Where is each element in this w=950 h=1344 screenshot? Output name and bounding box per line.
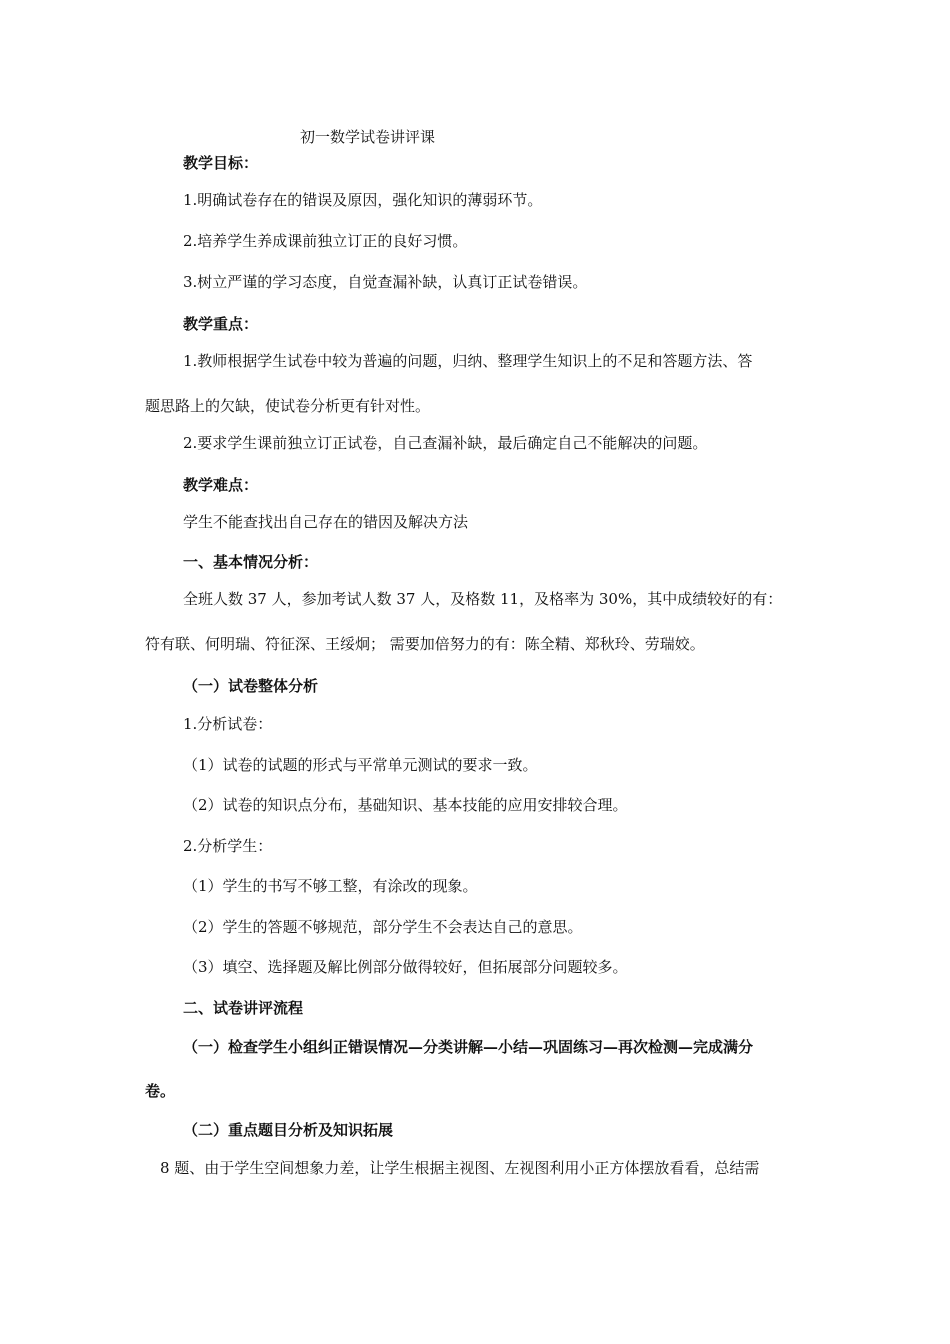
objectives-heading: 教学目标： <box>183 154 259 172</box>
student-analysis-item: （3）填空、选择题及解比例部分做得较好，但拓展部分问题较多。 <box>183 958 628 976</box>
difficulties-heading: 教学难点： <box>183 476 259 494</box>
difficulty-text: 学生不能查找出自己存在的错因及解决方法 <box>183 513 469 531</box>
student-analysis-heading: 2.分析学生： <box>183 837 273 855</box>
question-analysis-text: 8 题、由于学生空间想象力差，让学生根据主视图、左视图利用小正方体摆放看看，总结需 <box>160 1159 760 1177</box>
student-analysis-item: （1）学生的书写不够工整，有涂改的现象。 <box>183 877 478 895</box>
objective-item: 2.培养学生养成课前独立订正的良好习惯。 <box>183 232 468 250</box>
objective-item: 1.明确试卷存在的错误及原因，强化知识的薄弱环节。 <box>183 191 543 209</box>
paper-analysis-item: （2）试卷的知识点分布，基础知识、基本技能的应用安排较合理。 <box>183 796 628 814</box>
process-text: （一）检查学生小组纠正错误情况—分类讲解—小结—巩固练习—再次检测—完成满分 <box>183 1038 754 1056</box>
student-analysis-item: （2）学生的答题不够规范，部分学生不会表达自己的意思。 <box>183 918 583 936</box>
key-point-text: 2.要求学生课前独立订正试卷，自己查漏补缺，最后确定自己不能解决的问题。 <box>183 434 708 452</box>
section-heading: 一、基本情况分析： <box>183 553 319 571</box>
key-point-text: 1.教师根据学生试卷中较为普遍的问题，归纳、整理学生知识上的不足和答题方法、答 <box>183 352 753 370</box>
objective-item: 3.树立严谨的学习态度，自觉查漏补缺，认真订正试卷错误。 <box>183 273 588 291</box>
subsection-heading: （二）重点题目分析及知识拓展 <box>183 1121 394 1139</box>
subsection-heading: （一）试卷整体分析 <box>183 677 319 695</box>
situation-text: 符有联、何明瑞、符征深、王绥炯； 需要加倍努力的有：陈全精、郑秋玲、劳瑞姣。 <box>145 635 705 653</box>
paper-analysis-item: （1）试卷的试题的形式与平常单元测试的要求一致。 <box>183 756 538 774</box>
process-text: 卷。 <box>145 1082 176 1100</box>
document-title: 初一数学试卷讲评课 <box>300 128 436 146</box>
paper-analysis-heading: 1.分析试卷： <box>183 715 273 733</box>
situation-text: 全班人数 37 人，参加考试人数 37 人，及格数 11，及格率为 30%，其中成绩较好的有： <box>183 590 783 608</box>
key-point-text: 题思路上的欠缺，使试卷分析更有针对性。 <box>145 397 431 415</box>
key-points-heading: 教学重点： <box>183 315 259 333</box>
section-heading: 二、试卷讲评流程 <box>183 999 304 1017</box>
